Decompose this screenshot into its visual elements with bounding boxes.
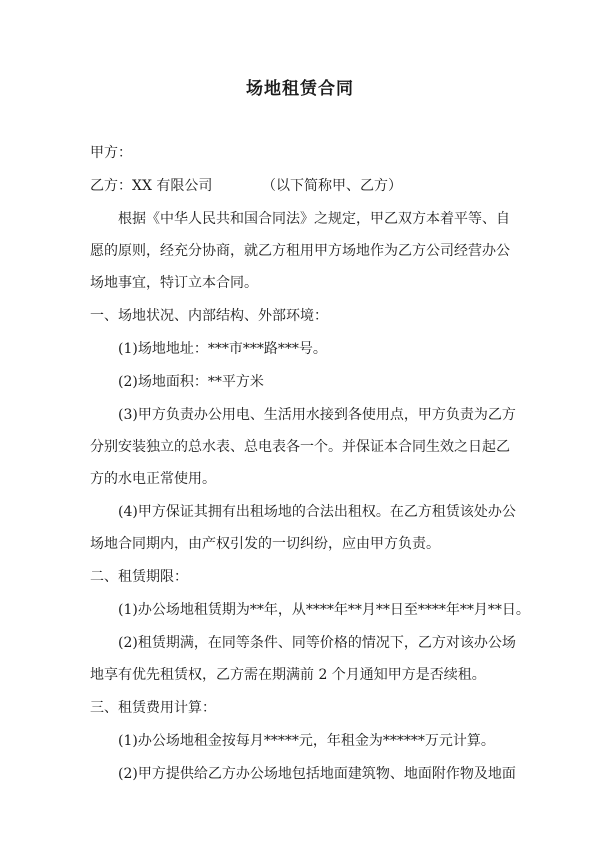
body-line: 分别安装独立的总水表、总电表各一个。并保证本合同生效之日起乙 [90, 439, 510, 455]
document-title: 场地租赁合同 [246, 79, 354, 99]
body-line: 愿的原则，经充分协商，就乙方租用甲方场地作为乙方公司经营办公 [90, 243, 510, 259]
clause-3-1: (1)办公场地租金按每月*****元，年租金为******万元计算。 [118, 733, 495, 749]
section-heading-2: 二、租赁期限： [90, 569, 188, 585]
clause-1-3: (3)甲方负责办公用电、生活用水接到各使用点，甲方负责为乙方 [118, 407, 516, 423]
clause-1-4: (4)甲方保证其拥有出租场地的合法出租权。在乙方租赁该处办公 [118, 504, 516, 520]
section-heading-3: 三、租赁费用计算： [90, 700, 216, 716]
clause-1-1: (1)场地地址：***市***路***号。 [118, 341, 327, 357]
clause-2-2: (2)租赁期满，在同等条件、同等价格的情况下，乙方对该办公场 [118, 635, 516, 651]
party-b-note: （以下简称甲、乙方） [262, 178, 402, 194]
body-line: 场地合同期内，由产权引发的一切纠纷，应由甲方负责。 [90, 536, 440, 552]
party-b-line: 乙方：XX 有限公司 [90, 178, 213, 194]
body-line: 根据《中华人民共和国合同法》之规定，甲乙双方本着平等、自 [118, 211, 510, 227]
body-line: 方的水电正常使用。 [90, 471, 216, 487]
clause-1-2: (2)场地面积：**平方米 [118, 374, 264, 390]
clause-2-1: (1)办公场地租赁期为**年，从****年**月**日至****年**月**日。 [118, 602, 530, 618]
section-heading-1: 一、场地状况、内部结构、外部环境： [90, 308, 328, 324]
body-line: 地享有优先租赁权，乙方需在期满前 2 个月通知甲方是否续租。 [90, 667, 486, 683]
body-line: 场地事宜，特订立本合同。 [90, 275, 258, 291]
clause-3-2: (2)甲方提供给乙方办公场地包括地面建筑物、地面附作物及地面 [118, 766, 516, 782]
party-a-line: 甲方： [90, 145, 132, 161]
